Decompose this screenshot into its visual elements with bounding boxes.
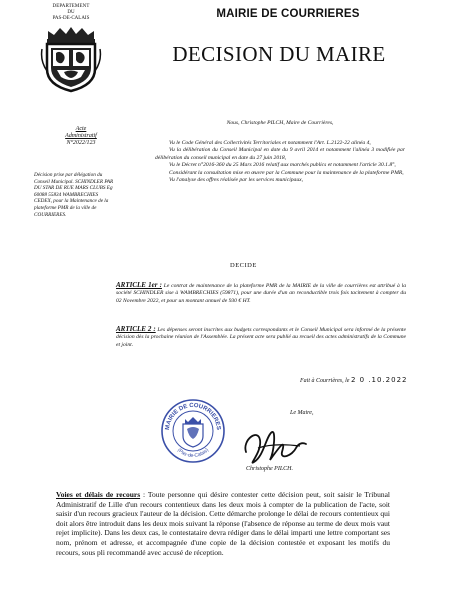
mayor-name: Christophe PILCH. (246, 466, 294, 472)
visa-item: Vu le Code Général des Collectivités Territoriales et notamment l'Art. L.2122-22 alinéa 4, (169, 140, 371, 146)
recourse-notice (56, 490, 390, 557)
decision-intro: Nous, Christophe PILCH, Maire de Courrières, (226, 120, 334, 126)
article-1-label: ARTICLE 1er : (116, 281, 162, 289)
department-line2: DU (67, 10, 75, 15)
svg-text:(Pas-de-Calais) (176, 447, 210, 459)
visa-item: Vu le Décret n°2016-360 du 25 Mars 2016 relatif aux marchés publics et notamment l'article 30.1.8°, (169, 162, 396, 169)
delegation-note: Décision prise par délégation du Conseil Municipal. SCHINDLER PAR DU STAR DE RUE MARS CLUBS Eg 60088 55834 WAMBRECHIES CEDEX, pour la Maintenance de la plateforme PMR de la ville de COURRIERES. (34, 172, 114, 218)
visas-list (155, 140, 405, 184)
signature-date: 2 0 .10.2022 (350, 376, 408, 384)
mayor-title: Le Maire, (290, 410, 314, 416)
department-subname: PAS-DE-CALAIS (52, 16, 90, 21)
article-1-text: Le contrat de maintenance de la plateforme PMR de la MAIRIE de la ville de courrières est attribué à la société SCHINDLER sise à WAMBRECHIES (59871), pour une durée d'un an reconductible trois fois tacitement à compter du 02 Novembre 2022, et pour un montant annuel de 930 € HT. (116, 283, 406, 304)
department-header (36, 4, 106, 98)
mayor-signature (236, 422, 316, 470)
article-1 (116, 282, 406, 305)
article-2-text: Les dépenses seront inscrites aux budgets correspondants et le Conseil Municipal sera informé de la présente décision dès la prochaine réunion de l'Assemblée. La présent acte sera publié au recueil des actes administratifs de la Commune et joint. (116, 327, 406, 348)
signature-place: Fait à Courrières, le (300, 378, 350, 384)
signature-place-date (300, 376, 407, 384)
recourse-text: : Toute personne qui désire contester cette décision peut, soit saisir le Tribunal Administratif de Lille d'un recours contentieux dans les deux mois à compter de la publication de l'acte, soit saisir d'un recours gracieux l'auteur de la décision. Cette démarche prolonge le délai de recours contentieux qui doit alors être introduit dans les deux mois suivant la réponse (l'absence de réponse au terme de deux mois vaut rejet implicite). Dans les deux cas, le contestataire devra rédiger dans le délai imparti une lettre comportant ses nom, prénom et adresse, et accompagnée d'une copie de la décision contestée et exposant les motifs du recours, sous pli recommandé avec accusé de réception. (56, 490, 390, 557)
act-label: Acte (75, 126, 87, 132)
act-reference (44, 126, 118, 147)
visa-item: Vu la délibération du Conseil Municipal en date du 9 avril 2014 et notamment l'alinéa 3 modifiée par délibération du conseil municipal en date du 27 juin 2018, (155, 147, 405, 161)
article-2 (116, 326, 406, 349)
department-label: DEPARTEMENT (52, 4, 90, 9)
act-number: N°2022/123 (66, 140, 96, 146)
town-hall-name: MAIRIE DE COURRIERES (216, 8, 360, 20)
article-2-label: ARTICLE 2 : (116, 325, 156, 333)
page-title: DECISION DU MAIRE (172, 42, 386, 66)
visa-item: Vu l'analyse des offres réalisée par les services municipaux, (169, 177, 304, 184)
coat-of-arms-icon (40, 25, 102, 93)
visa-item: Considérant la consultation mise en œuvre par la Commune pour la maintenance de la plateforme PMR, (169, 169, 404, 176)
stamp-bottom-text: (Pas-de-Calais) (176, 447, 210, 460)
stamp-top-text: MAIRIE DE COURRIERES (164, 402, 222, 431)
act-type: Administratif (65, 133, 97, 139)
town-hall-stamp (160, 398, 226, 464)
decide-heading: DECIDE (230, 262, 257, 269)
recourse-label: Voies et délais de recours (56, 490, 141, 499)
